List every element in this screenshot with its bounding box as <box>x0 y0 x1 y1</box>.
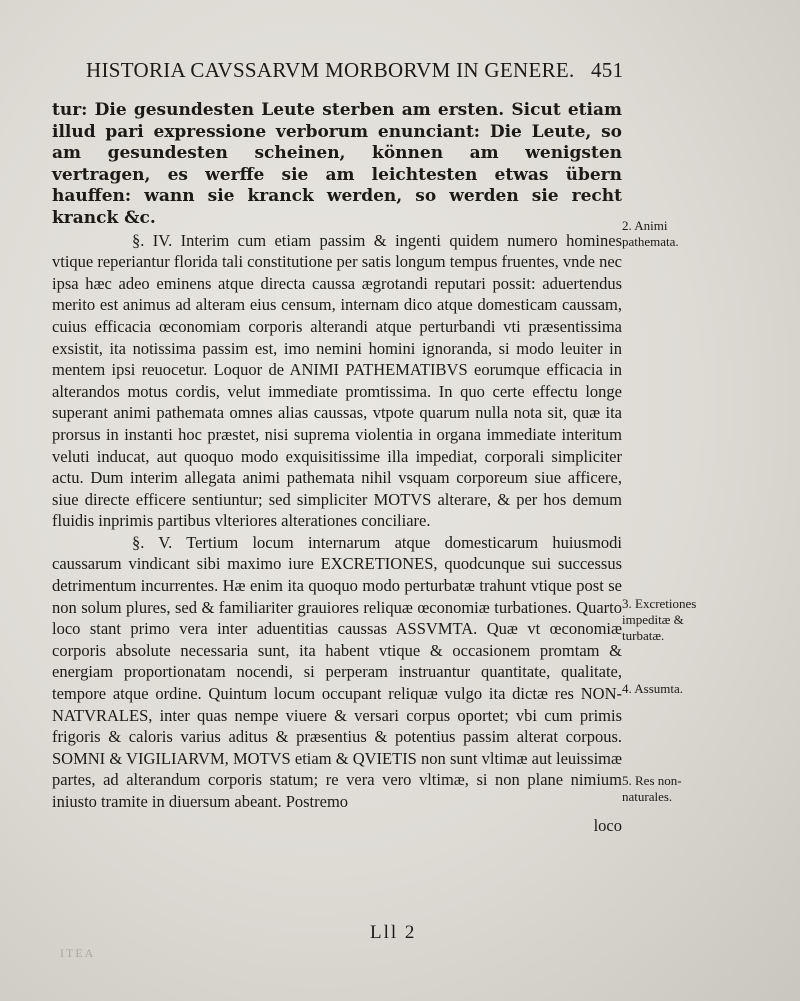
margin-note-assumta: 4. Assumta. <box>622 681 684 696</box>
margin-note-animi-pathemata: 2. Animi pathemata. <box>622 218 679 249</box>
margin-note-excretiones: 3. Excretiones impeditæ & turbatæ. <box>622 596 697 643</box>
paragraph-german-quote: tur: Die gesundesten Leute sterben am ersten. Sicut etiam illud pari expressione verborum enunciant: Die Leute, so am gesundesten scheinen, können am wenigsten vertragen, es werffe sie am leichtesten etwas übern hauffen: wann sie kranck werden, so werden sie recht kranck &c. <box>52 100 622 228</box>
catchword: loco <box>593 815 622 835</box>
signature-mark: Lll 2 <box>370 922 417 943</box>
margin-note-res-non-naturales: 5. Res non-naturales. <box>622 773 682 804</box>
show-through-text: ITEA <box>60 946 96 960</box>
main-text-block <box>52 100 622 836</box>
page-number: 451 <box>591 58 624 82</box>
paragraph-section-v: §. V. Tertium locum internarum atque domesticarum huiusmodi caussarum vindicant sibi maximo iure EXCRETIONES, quodcunque sui successus detrimentum incurrentes. Hæ enim ita quoquo modo perturbatæ trahunt vtique post se non solum plures, sed & familiariter grauiores reliquæ œconomiæ turbationes. Quarto loco stant primo vera inter aduentitias caussas ASSVMTA. Quæ vt œconomiæ corporis absolute necessaria sunt, ita habent vtique & occasionem promtam & energiam proportionatam nocendi, si perperam instruantur quantitate, qualitate, tempore atque ordine. Quintum locum occupant reliquæ vulgo ita dictæ res NON-NATVRALES, inter quas nempe viuere & versari corpus oportet; vbi cum primis frigoris & caloris varius aditus & præsentius & potentius passim alterat corpous. SOMNI & VIGILIARVM, MOTVS etiam & QVIETIS non sunt vltimæ aut leuissimæ partes, ad alterandum corporis statum; re vera vero vltimæ, si non plane nimium iniusto tramite in diuersum abeant. Postremo <box>52 532 622 811</box>
running-title: HISTORIA CAVSSARVM MORBORVM IN GENERE. <box>86 58 575 82</box>
paragraph-section-iv: §. IV. Interim cum etiam passim & ingenti quidem numero homines vtique reperiantur florida tali constitutione per satis longum tempus fruentes, vnde nec ipsa hæc adeo eminens atque directa caussa ægrotandi reputari possit: aduertendus merito est animus ad alteram eius censum, internam dico atque domesticam caussam, cuius efficacia œconomiam corporis alterandi atque perturbandi vti præsentissima exsistit, ita notissima passim est, imo nemini homini ignoranda, si modo leuiter in mentem ipsi reuocetur. Loquor de ANIMI PATHEMATIBVS eorumque efficacia in alterandos motus cordis, velut immediate promtissima. In quo certe effectu longe superant animi pathemata omnes alias caussas, vtpote quarum nulla nota sit, quæ ita prorsus in instanti hoc præstet, nisi suprema violentia in organa immediate interitum veluti inducat, aut quoquo modo exquisitissime illa impediat, corporali simpliciter actu. Dum interim allegata animi pathemata nihil vsquam corporeum siue afficere, siue directe efficere sentiuntur; sed simpliciter MOTVS alterare, & per hos demum fluidis inprimis partibus vlteriores alterationes conciliare. <box>52 230 623 531</box>
running-header <box>86 58 726 83</box>
